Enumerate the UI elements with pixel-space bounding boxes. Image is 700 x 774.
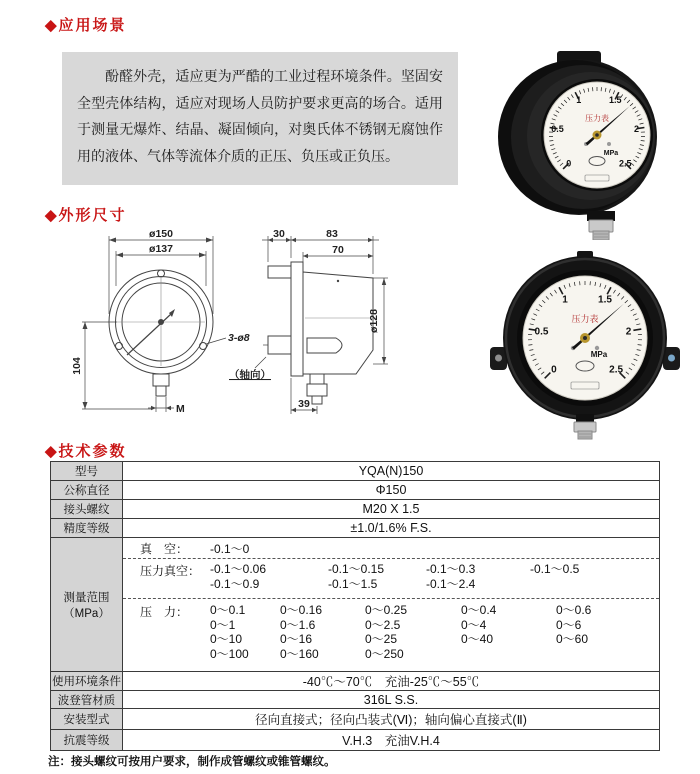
dim-30: 30 (273, 228, 285, 240)
range-column (530, 562, 659, 598)
row-label: 公称直径 (51, 481, 123, 499)
range-value: 0～0.25 (365, 603, 408, 617)
dial-number: 2.5 (619, 158, 632, 169)
range-column (461, 603, 556, 671)
range-value: -0.1～2.4 (426, 576, 476, 591)
range-column (365, 603, 461, 671)
dial-number: 0.5 (534, 326, 549, 338)
lug-hole-right (668, 355, 675, 362)
dim-d150: ø150 (149, 228, 173, 240)
footnote: 注：接头螺纹可按用户要求，制作成管螺纹或锥管螺纹。 (48, 756, 336, 768)
range-area (123, 538, 659, 671)
dial-number: 1 (562, 294, 568, 306)
dimension-drawing (40, 226, 480, 438)
dial-number: 0 (551, 364, 557, 376)
dial-title: 压力表 (585, 114, 609, 123)
table-row-range (51, 538, 659, 672)
range-value: 0～250 (365, 646, 404, 661)
range-value: 0～0.16 (280, 603, 323, 617)
table-row (51, 691, 659, 709)
pressure-vacuum-label: 压力真空： (140, 564, 201, 578)
table-row (51, 672, 659, 691)
side-view (229, 228, 388, 414)
range-column (426, 562, 530, 598)
range-value: 0～10 (210, 632, 243, 646)
application-text-box (62, 52, 458, 185)
gauge-thread-stem (578, 431, 592, 439)
row-label: 使用环境条件 (51, 672, 123, 690)
range-value: 0～2.5 (365, 617, 401, 632)
row-value: -40℃～70℃ 充油-25℃～55℃ (302, 675, 480, 689)
dial-screw (595, 346, 599, 350)
range-value: 0～1.6 (280, 617, 316, 632)
row-label (51, 538, 123, 671)
range-value: 0～100 (210, 646, 249, 661)
dimensions-heading-text: 外形尺寸 (58, 207, 127, 224)
pressure-vacuum-sub-row (123, 559, 659, 599)
gauge-photo-front (480, 250, 690, 440)
gauge-photo-front-svg (480, 250, 690, 440)
row-label: 抗震等级 (51, 730, 123, 750)
dial-number: 0.5 (551, 124, 564, 134)
dial-number: 0 (566, 158, 572, 169)
range-value: -0.1～0.5 (530, 562, 580, 576)
table-row (51, 730, 659, 750)
dial-number: 1 (576, 95, 582, 105)
gauge-thread-stem (593, 231, 609, 240)
dim-104: 104 (71, 357, 83, 375)
row-value: 316L S.S. (363, 692, 419, 707)
range-value: -0.1～0.06 (210, 562, 267, 576)
pressure-sub-row (123, 599, 659, 671)
row-value: 径向直接式；径向凸装式(Ⅵ)；轴向偏心直接式(Ⅱ) (255, 713, 527, 727)
gauge-fitting-hex (589, 220, 613, 232)
range-column (556, 603, 659, 671)
diamond-icon: ◆ (45, 443, 57, 460)
dial-number: 2.5 (609, 364, 624, 376)
dim-bolt: 3-ø8 (228, 332, 250, 344)
needle-hub-center (583, 336, 587, 340)
dimensions-section-heading (45, 204, 127, 225)
row-label: 型号 (51, 462, 123, 480)
dim-70: 70 (332, 244, 344, 256)
application-paragraph: 酚醛外壳，适应更为严酷的工业过程环境条件。坚固安全型壳体结构，适应对现场人员防护要求更高的场合。适用于测量无爆炸、结晶、凝固倾向，对奥氏体不锈钢无腐蚀作用的液体、气体等流体介质的正压、负压或正负压。 (77, 68, 443, 164)
range-value: 0～160 (280, 646, 319, 661)
range-value: 0～6 (556, 617, 582, 632)
range-value: 0～1 (210, 617, 236, 632)
front-view (71, 228, 250, 415)
application-heading-text: 应用场景 (58, 17, 127, 34)
pressure-label: 压 力： (140, 605, 189, 619)
dial-number: 1.5 (598, 294, 612, 306)
row-value: ±1.0/1.6% F.S. (350, 521, 432, 535)
range-label-line1: 测量范围 (63, 591, 110, 604)
row-value: V.H.3 充油V.H.4 (342, 734, 440, 748)
range-value: 0～40 (461, 632, 494, 646)
range-label-line2: （MPa） (63, 607, 110, 620)
range-value: 0～0.6 (556, 603, 592, 617)
range-column (328, 562, 426, 598)
vacuum-sub-row (123, 538, 659, 559)
gauge-photo-perspective-svg (487, 45, 685, 240)
row-label: 波登管材质 (51, 691, 123, 708)
table-row (51, 462, 659, 481)
range-value: 0～0.4 (461, 603, 497, 617)
range-value: 0～16 (280, 632, 313, 646)
dim-d128: ø128 (368, 309, 380, 333)
dial-title: 压力表 (571, 314, 599, 324)
dial-number: 1.5 (608, 95, 622, 105)
vacuum-label: 真 空： (140, 541, 189, 556)
row-value: M20 X 1.5 (362, 502, 420, 516)
dial-unit: MPa (590, 350, 608, 359)
spec-table (50, 461, 660, 751)
dim-axial-label: （轴向） (229, 369, 271, 381)
vacuum-value: -0.1～0 (210, 541, 250, 556)
range-value: -0.1～1.5 (328, 576, 378, 591)
row-label: 接头螺纹 (51, 500, 123, 518)
dial-number: 2 (625, 326, 632, 338)
range-value: 0～25 (365, 632, 398, 646)
table-row (51, 519, 659, 538)
range-value: 0～60 (556, 632, 589, 646)
range-value: -0.1～0.15 (328, 562, 385, 576)
row-label: 精度等级 (51, 519, 123, 537)
diamond-icon: ◆ (45, 207, 57, 224)
table-row (51, 500, 659, 519)
diamond-icon: ◆ (45, 17, 57, 34)
dim-83: 83 (326, 228, 338, 240)
range-column (210, 562, 328, 598)
specs-section-heading (45, 440, 127, 461)
table-row (51, 709, 659, 730)
range-value: -0.1～0.9 (210, 576, 260, 591)
dial-screw (607, 142, 611, 146)
dim-d137: ø137 (149, 243, 173, 255)
range-column (210, 603, 280, 671)
range-value: 0～4 (461, 617, 487, 632)
dial-unit: MPa (603, 150, 619, 157)
range-value: -0.1～0.3 (426, 562, 476, 576)
table-row (51, 481, 659, 500)
application-section-heading (45, 14, 127, 35)
dim-39: 39 (298, 398, 310, 410)
dimension-drawing-svg (40, 226, 480, 438)
row-value: Φ150 (375, 483, 407, 497)
dim-thread: M (176, 403, 185, 415)
range-column (280, 603, 365, 671)
range-value: 0～0.1 (210, 603, 246, 617)
specs-heading-text: 技术参数 (58, 443, 127, 460)
needle-hub-center (595, 133, 599, 137)
row-value: YQA(N)150 (358, 464, 424, 478)
dial-number: 2 (633, 124, 640, 134)
lug-hole-left (495, 355, 502, 362)
gauge-photo-perspective (487, 45, 685, 240)
row-label: 安装型式 (51, 709, 123, 729)
